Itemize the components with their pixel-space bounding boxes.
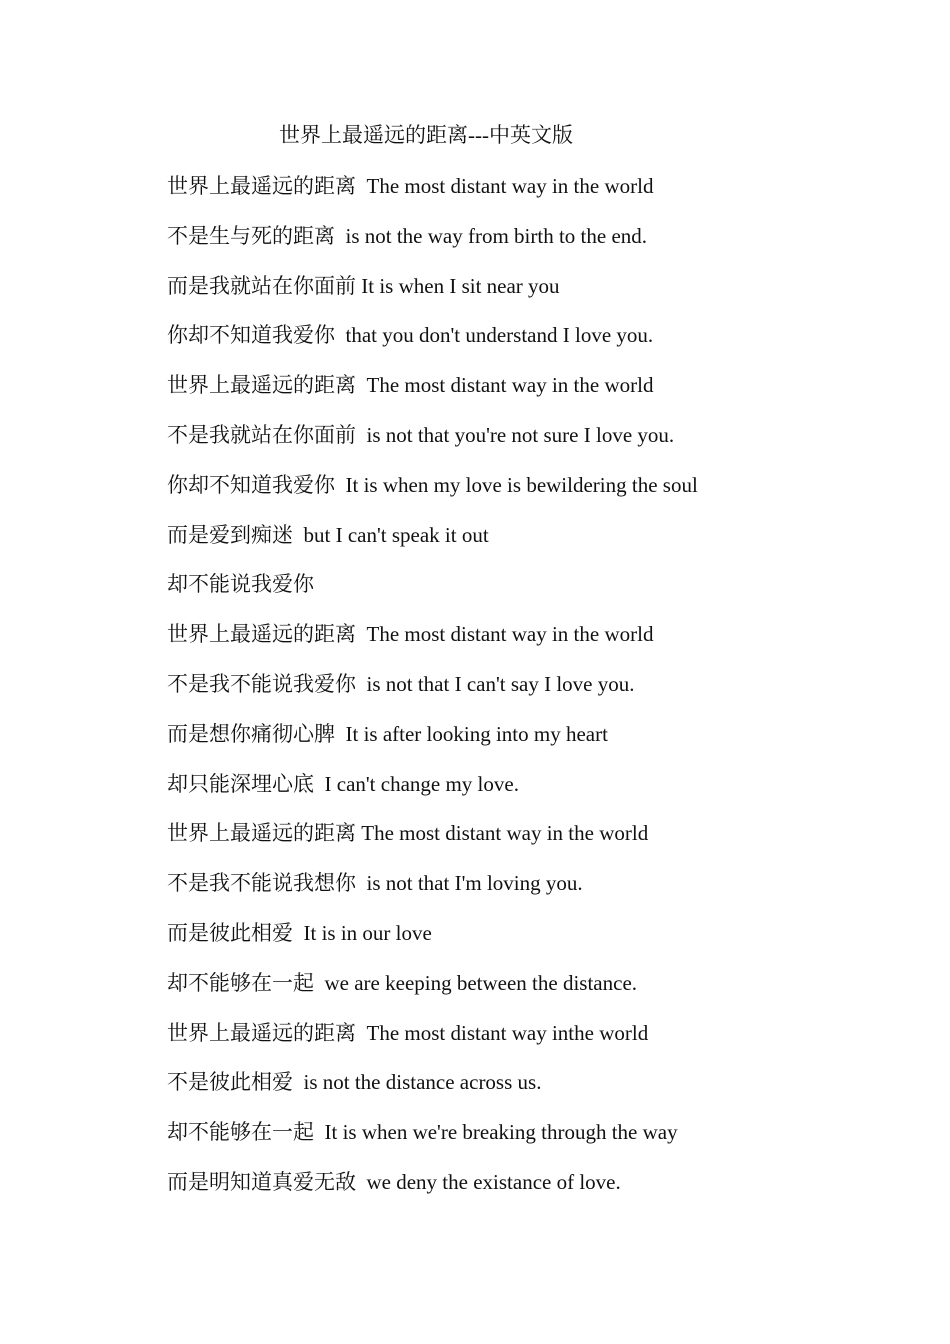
poem-line: 世界上最遥远的距离 The most distant way in the world [167,821,649,846]
poem-line: 却不能说我爱你 [167,572,314,597]
poem-line: 却不能够在一起 we are keeping between the distance. [167,970,638,995]
poem-line: 却不能够在一起 It is when we're breaking through the way [167,1120,678,1145]
poem-line: 而是我就站在你面前 It is when I sit near you [167,273,560,298]
poem-line: 不是彼此相爱 is not the distance across us. [167,1070,542,1095]
poem-line: 世界上最遥远的距离 The most distant way in the world [167,373,654,398]
poem-lines [167,172,867,1218]
poem-line: 世界上最遥远的距离 The most distant way in the world [167,174,654,198]
poem-line: 你却不知道我爱你 It is when my love is bewildering the soul [167,472,698,497]
poem-line: 而是爱到痴迷 but I can't speak it out [167,522,489,547]
poem-line: 不是我不能说我爱你 is not that I can't say I love you. [167,671,635,696]
poem-line: 世界上最遥远的距离 The most distant way in the world [167,622,654,647]
poem-line: 而是想你痛彻心脾 It is after looking into my heart [167,721,608,746]
poem-line: 而是明知道真爱无敌 we deny the existance of love. [167,1169,621,1194]
poem-line: 你却不知道我爱你 that you don't understand I love you. [167,323,654,348]
poem-line: 却只能深埋心底 I can't change my love. [167,771,519,796]
poem-line: 而是彼此相爱 It is in our love [167,920,432,945]
poem-line: 世界上最遥远的距离 The most distant way inthe world [167,1020,649,1045]
document-title: 世界上最遥远的距离---中英文版 [279,123,573,147]
poem-line: 不是我不能说我想你 is not that I'm loving you. [167,871,583,896]
poem-line: 不是我就站在你面前 is not that you're not sure I love you. [167,422,675,447]
poem-line: 不是生与死的距离 is not the way from birth to the end. [167,223,648,248]
